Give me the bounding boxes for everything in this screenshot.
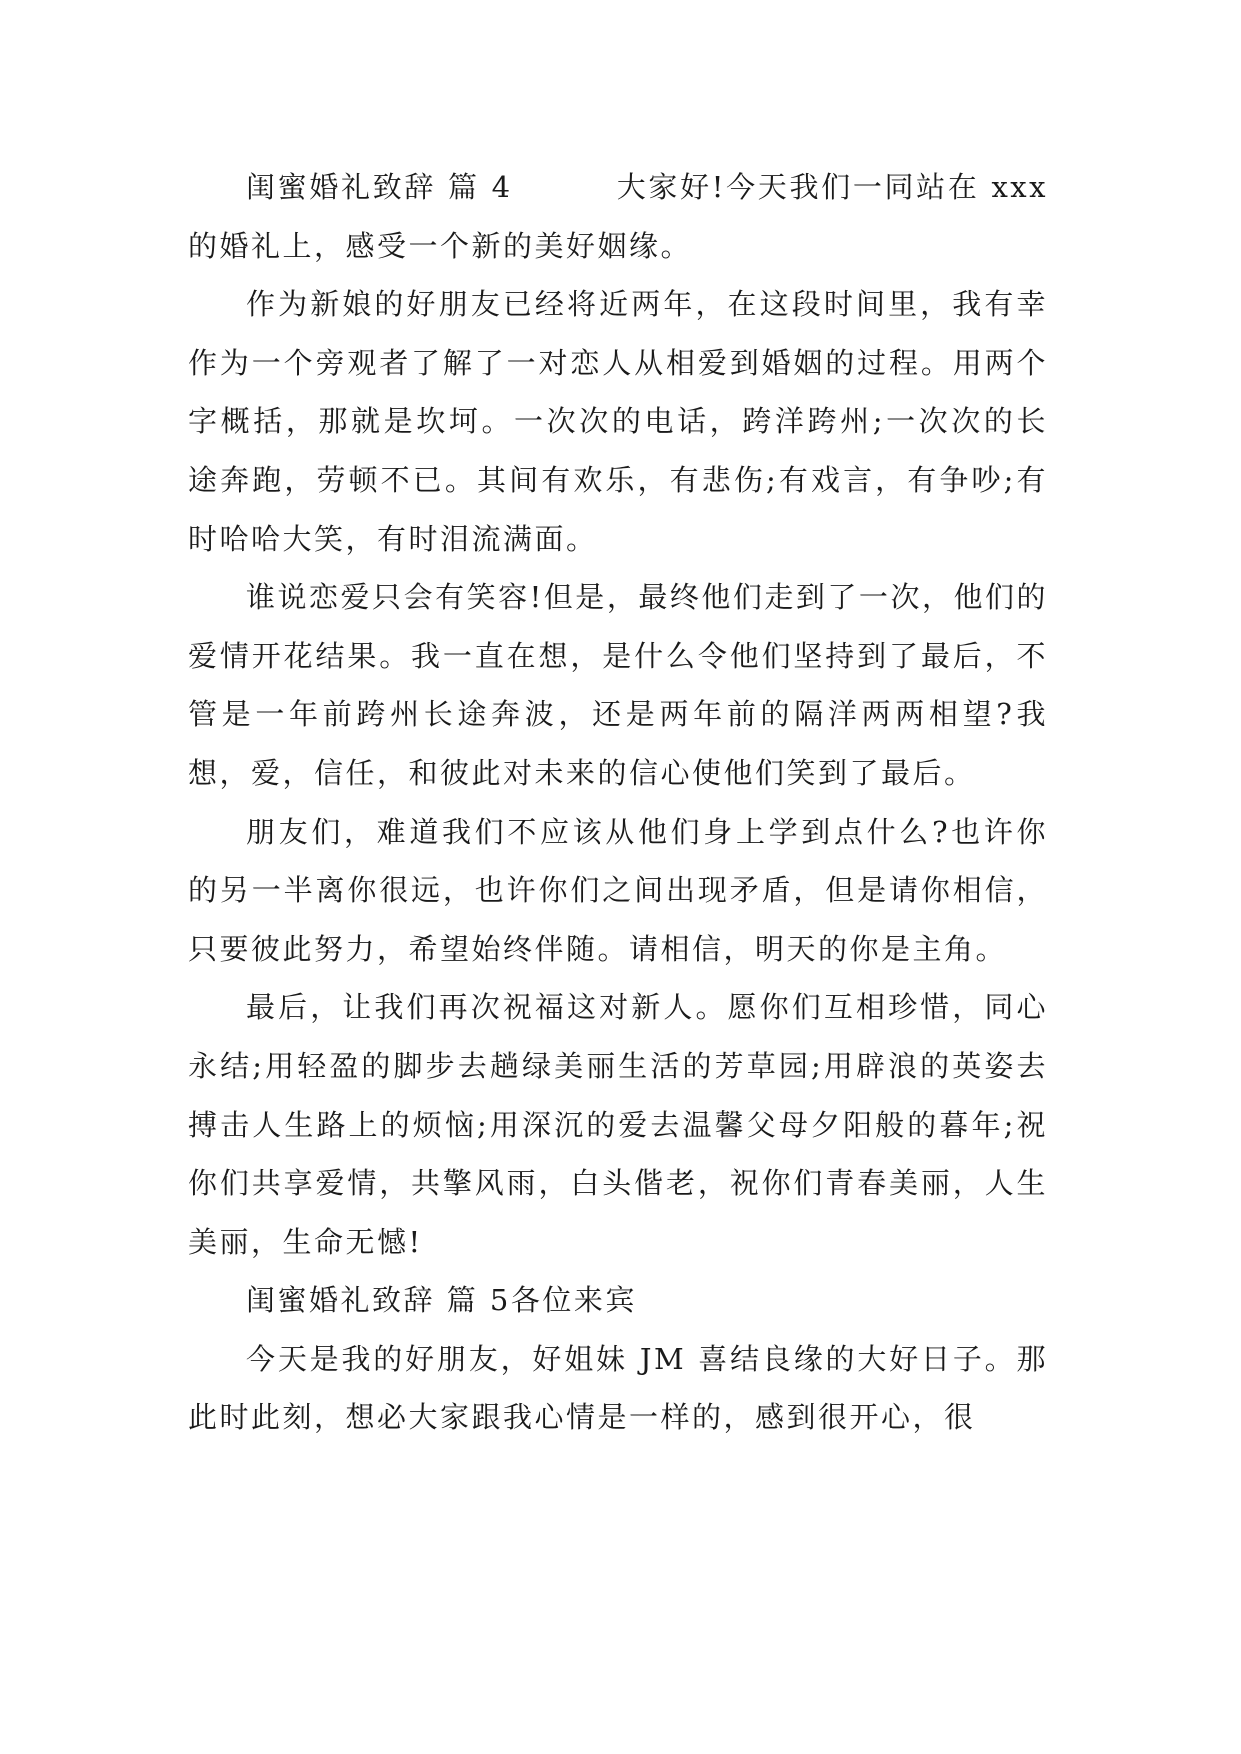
paragraph-text: 朋友们，难道我们不应该从他们身上学到点什么?也许你的另一半离你很远，也许你们之间出现矛盾，但是请你相信，只要彼此努力，希望始终伴随。请相信，明天的你是主角。: [188, 814, 1048, 966]
document-body: [188, 158, 1048, 1447]
paragraph-text: 作为新娘的好朋友已经将近两年，在这段时间里，我有幸作为一个旁观者了解了一对恋人从相爱到婚姻的过程。用两个字概括，那就是坎坷。一次次的电话，跨洋跨州;一次次的长途奔跑，劳顿不已。其间有欢乐，有悲伤;有戏言，有争吵;有时哈哈大笑，有时泪流满面。: [188, 287, 1048, 556]
paragraph-5: [188, 978, 1048, 1271]
paragraph-text: 最后，让我们再次祝福这对新人。愿你们互相珍惜，同心永结;用轻盈的脚步去趟绿美丽生活的芳草园;用辟浪的英姿去搏击人生路上的烦恼;用深沉的爱去温馨父母夕阳般的暮年;祝你们共享爱情，共擎风雨，白头偕老，祝你们青春美丽，人生美丽，生命无憾!: [188, 990, 1048, 1259]
paragraph-7: [188, 1330, 1048, 1447]
paragraph-text: 谁说恋爱只会有笑容!但是，最终他们走到了一次，他们的爱情开花结果。我一直在想，是什么令他们坚持到了最后，不管是一年前跨州长途奔波，还是两年前的隔洋两两相望?我想，爱，信任，和彼此对未来的信心使他们笑到了最后。: [188, 580, 1048, 790]
paragraph-text: 今天是我的好朋友，好姐妹 JM 喜结良缘的大好日子。那此时此刻，想必大家跟我心情是一样的，感到很开心，很: [188, 1341, 1048, 1435]
paragraph-3: [188, 568, 1048, 802]
paragraph-1: [188, 158, 1048, 275]
paragraph-text: 大家好!今天我们一同站在 xxx 的婚礼上，感受一个新的美好姻缘。: [188, 170, 1049, 263]
section-heading-4: 闺蜜婚礼致辞 篇 4: [246, 170, 513, 204]
paragraph-text: 各位来宾: [510, 1283, 637, 1318]
section-heading-5: 闺蜜婚礼致辞 篇 5: [246, 1283, 511, 1318]
paragraph-6: [188, 1271, 1048, 1330]
paragraph-2: [188, 275, 1048, 568]
paragraph-4: [188, 803, 1048, 979]
